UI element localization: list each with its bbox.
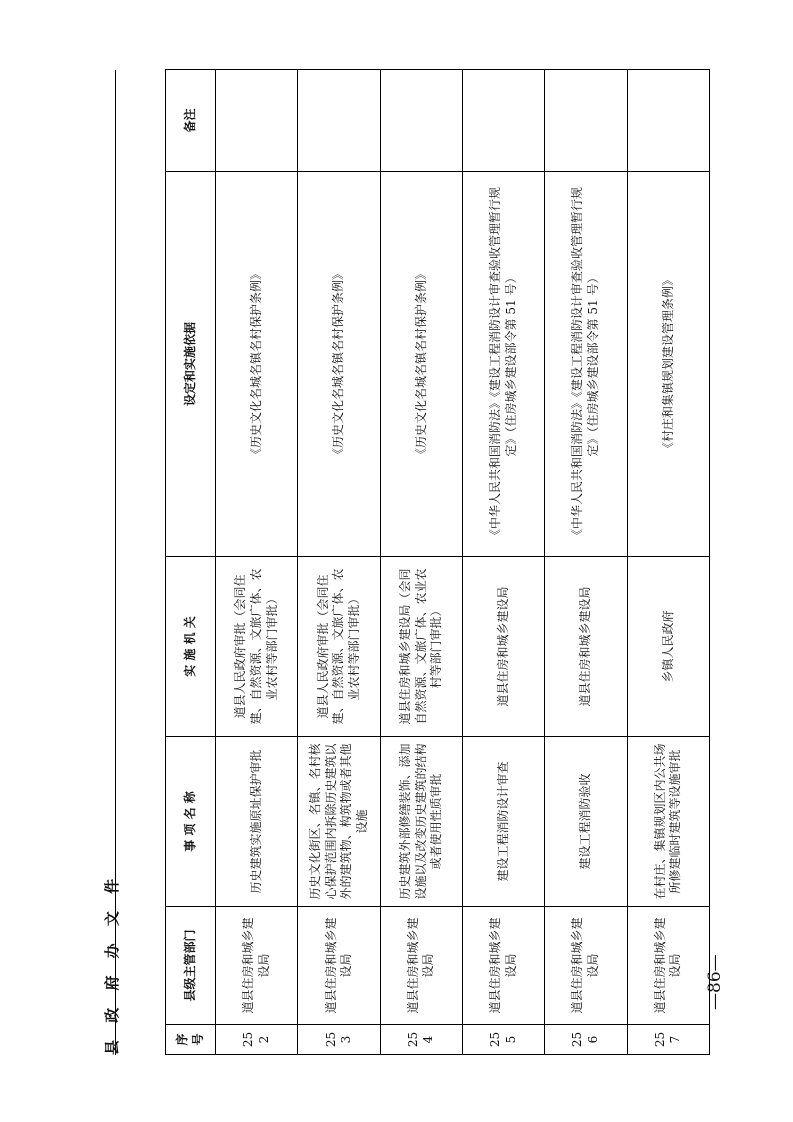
cell-note [627, 70, 709, 172]
cell-item: 历史建筑实施原址保护审批 [216, 737, 298, 907]
cell-basis: 《历史文化名城名镇名村保护条例》 [380, 172, 462, 557]
cell-dept: 道县住房和城乡建设局 [463, 907, 545, 1025]
cell-seq: 257 [627, 1025, 709, 1055]
header-basis: 设定和实施依据 [166, 172, 216, 557]
cell-org: 道县住房和城乡建设局 [545, 557, 627, 737]
table-row [463, 70, 545, 1055]
cell-item: 历史建筑外部修缮装饰、添加设施以及改变历史建筑的结构或者使用性质审批 [380, 737, 462, 907]
cell-seq: 255 [463, 1025, 545, 1055]
header-seq: 序号 [166, 1025, 216, 1055]
table-row [627, 70, 709, 1055]
cell-basis: 《中华人民共和国消防法》《建设工程消防设计审查验收管理暂行规定》（住房城乡建设部令第 51 号） [463, 172, 545, 557]
table-header-row [166, 70, 216, 1055]
header-note: 备注 [166, 70, 216, 172]
cell-seq: 252 [216, 1025, 298, 1055]
cell-note [545, 70, 627, 172]
document-header: 县 政 府 办 文 件 [103, 872, 121, 1055]
cell-item: 在村庄、集镇规划区内公共场所修建临时建筑等设施审批 [627, 737, 709, 907]
cell-org: 道县人民政府审批（会同住建、自然资源、文旅广体、农业农村等部门审批） [216, 557, 298, 737]
cell-note [463, 70, 545, 172]
cell-note [380, 70, 462, 172]
items-table [165, 69, 710, 1055]
header-org: 实 施 机 关 [166, 557, 216, 737]
header-dept: 县级主管部门 [166, 907, 216, 1025]
table-row [298, 70, 380, 1055]
cell-basis: 《村庄和集镇规划建设管理条例》 [627, 172, 709, 557]
page-number: —86— [705, 954, 725, 1010]
cell-dept: 道县住房和城乡建设局 [545, 907, 627, 1025]
rotated-table-wrapper [165, 70, 710, 1055]
cell-org: 道县住房和城乡建设局 [463, 557, 545, 737]
cell-seq: 256 [545, 1025, 627, 1055]
header-item: 事 项 名 称 [166, 737, 216, 907]
cell-org: 道县住房和城乡建设局（会同自然资源、文旅广体、农业农村等部门审批） [380, 557, 462, 737]
cell-dept: 道县住房和城乡建设局 [627, 907, 709, 1025]
cell-seq: 254 [380, 1025, 462, 1055]
cell-basis: 《历史文化名城名镇名村保护条例》 [298, 172, 380, 557]
cell-note [298, 70, 380, 172]
cell-item: 建设工程消防设计审查 [463, 737, 545, 907]
cell-dept: 道县住房和城乡建设局 [298, 907, 380, 1025]
cell-org: 道县人民政府审批（会同住建、自然资源、文旅广体、农业农村等部门审批） [298, 557, 380, 737]
table-row [380, 70, 462, 1055]
table-row [216, 70, 298, 1055]
cell-item: 建设工程消防验收 [545, 737, 627, 907]
cell-dept: 道县住房和城乡建设局 [380, 907, 462, 1025]
cell-item: 历史文化街区、名镇、名村核心保护范围内拆除历史建筑以外的建筑物、构筑物或者其他设施 [298, 737, 380, 907]
cell-basis: 《历史文化名城名镇名村保护条例》 [216, 172, 298, 557]
cell-seq: 253 [298, 1025, 380, 1055]
cell-basis: 《中华人民共和国消防法》《建设工程消防设计审查验收管理暂行规定》（住房城乡建设部令第 51 号） [545, 172, 627, 557]
table-row [545, 70, 627, 1055]
cell-org: 乡镇人民政府 [627, 557, 709, 737]
cell-note [216, 70, 298, 172]
cell-dept: 道县住房和城乡建设局 [216, 907, 298, 1025]
